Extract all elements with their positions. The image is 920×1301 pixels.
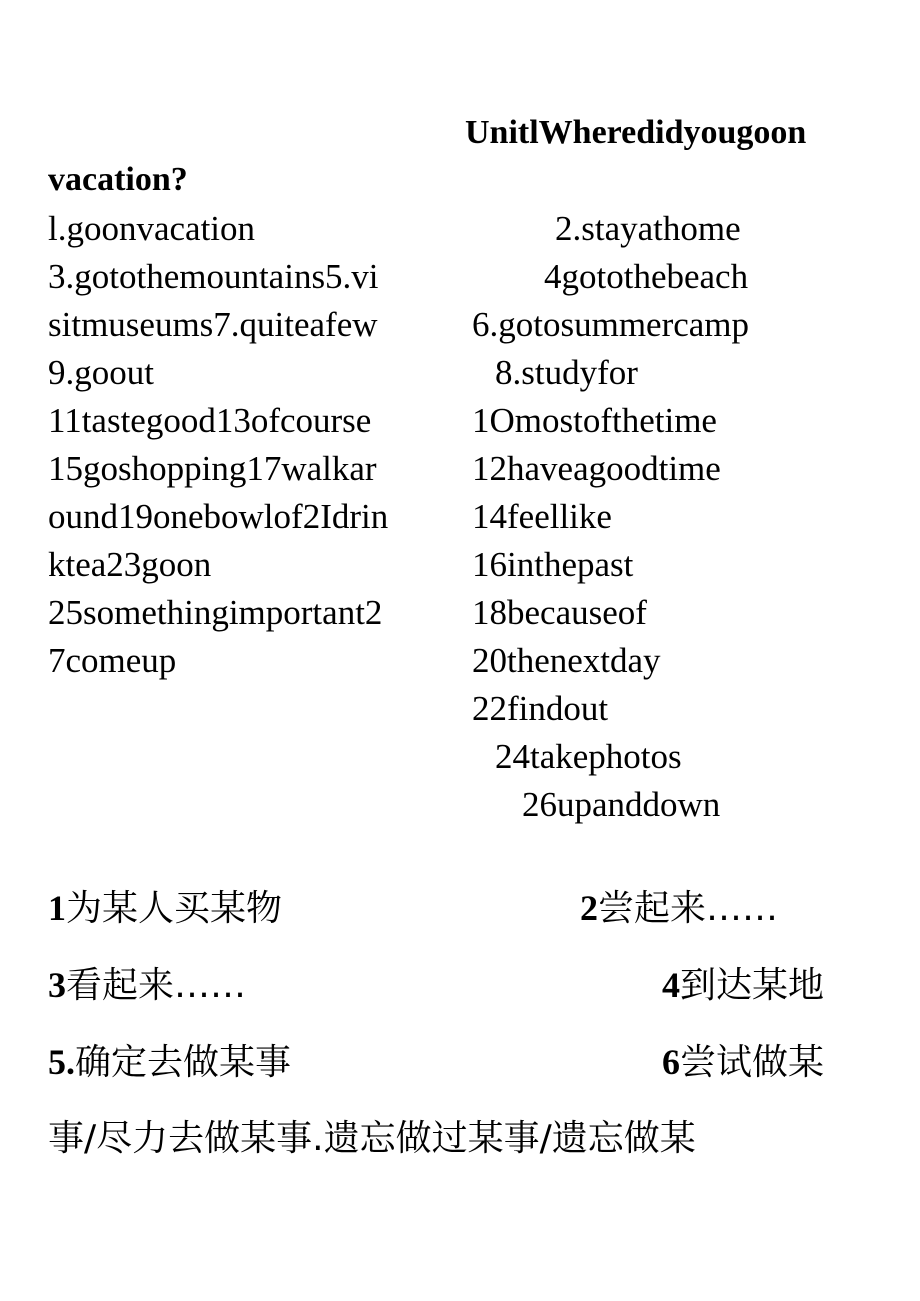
left-line: l.goonvacation	[48, 209, 256, 248]
left-line: 25somethingimportant2	[48, 593, 383, 632]
chinese-continuation: 事/尽力去做某事.遗忘做过某事/遗忘做某	[48, 1118, 696, 1159]
chinese-item	[48, 963, 246, 1008]
left-line: ktea23goon	[48, 545, 212, 584]
chinese-item-text: 尝起来……	[598, 888, 779, 929]
chinese-item	[48, 1040, 291, 1085]
right-line: 22findout	[472, 689, 609, 728]
right-line: 16inthepast	[472, 545, 634, 584]
right-line: 24takephotos	[495, 737, 682, 776]
right-line: 12haveagoodtime	[472, 449, 721, 488]
right-line: 18becauseof	[472, 593, 647, 632]
right-line: 20thenextday	[472, 641, 661, 680]
left-line: 15goshopping17walkar	[48, 449, 377, 488]
title-line-2: vacation?	[48, 161, 188, 198]
right-line: 26upanddown	[522, 785, 721, 824]
chinese-item-text: 看起来……	[66, 965, 247, 1006]
left-line: ound19onebowlof2Idrin	[48, 497, 389, 536]
chinese-item-text: 确定去做某事	[75, 1042, 292, 1083]
chinese-item	[48, 886, 282, 931]
left-line: sitmuseums7.quiteafew	[48, 305, 378, 344]
left-line: 11tastegood13ofcourse	[48, 401, 372, 440]
chinese-item-number: 3	[48, 965, 66, 1005]
chinese-item-text: 尝试做某	[680, 1042, 825, 1083]
left-line: 7comeup	[48, 641, 177, 680]
left-line: 3.gotothemountains5.vi	[48, 257, 379, 296]
chinese-item	[662, 963, 824, 1008]
left-line: 9.goout	[48, 353, 154, 392]
chinese-item	[662, 1040, 824, 1085]
right-line: 8.studyfor	[495, 353, 638, 392]
chinese-item-number: 1	[48, 888, 66, 928]
chinese-item-number: 2	[580, 888, 598, 928]
title-line-1: UnitlWheredidyougoon	[465, 114, 807, 151]
chinese-item-number: 6	[662, 1042, 680, 1082]
right-line: 14feellike	[472, 497, 612, 536]
chinese-item-number: 5.	[48, 1042, 75, 1082]
right-line: 4gotothebeach	[544, 257, 749, 296]
chinese-item-number: 4	[662, 965, 680, 1005]
chinese-item-text: 为某人买某物	[66, 888, 283, 929]
right-line: 2.stayathome	[555, 209, 741, 248]
chinese-item	[580, 886, 778, 931]
chinese-item-text: 到达某地	[680, 965, 825, 1006]
right-line: 6.gotosummercamp	[472, 305, 750, 344]
right-line: 1Omostofthetime	[472, 401, 717, 440]
